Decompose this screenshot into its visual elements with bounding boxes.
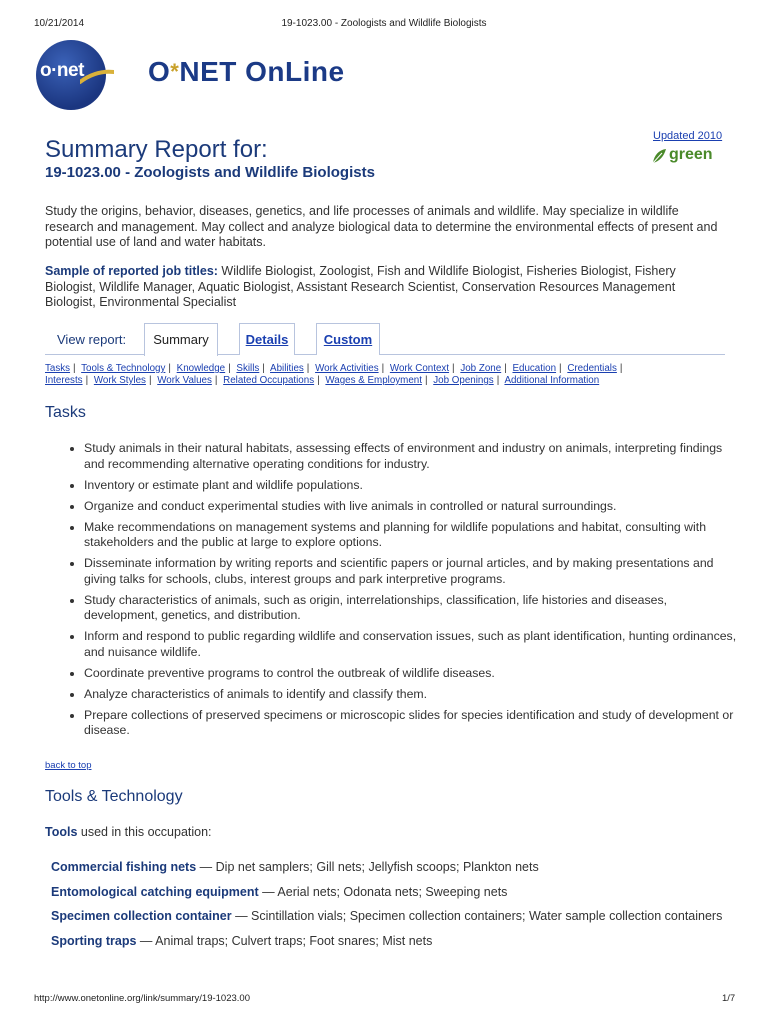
footer-page-number: 1/7 xyxy=(722,993,736,1004)
tools-intro xyxy=(45,825,212,839)
task-item: • Make recommendations on management systems and planning for wildlife populations and habitat, consulting with stakeholders and the public at large to explore options. xyxy=(84,520,744,551)
task-item: • Study characteristics of animals, such as origin, interrelationships, classification, life histories and diseases, development, genetics, and distribution. xyxy=(84,593,744,624)
tools-intro-label: Tools xyxy=(45,825,78,839)
nav-link-wages-employment[interactable]: Wages & Employment xyxy=(325,375,422,386)
tool-examples: — Dip net samplers; Gill nets; Jellyfish scoops; Plankton nets xyxy=(196,860,539,874)
nav-link-work-values[interactable]: Work Values xyxy=(157,375,212,386)
onet-logo[interactable] xyxy=(36,40,376,112)
view-report-tabs xyxy=(45,322,725,355)
nav-link-job-openings[interactable]: Job Openings xyxy=(433,375,494,386)
footer-url: http://www.onetonline.org/link/summary/19-1023.00 xyxy=(34,993,250,1004)
brand-rest: NET OnLine xyxy=(179,56,345,87)
sample-job-titles xyxy=(45,264,725,311)
occupation-description: Study the origins, behavior, diseases, genetics, and life processes of animals and wildlife. May specialize in wildlife research and management. May collect and analyze biological data to determine the environmental effects of present and potential use of land and water habitats. xyxy=(45,204,718,249)
nav-link-tools-technology[interactable]: Tools & Technology xyxy=(81,363,166,374)
task-item: • Prepare collections of preserved specimens or microscopic slides for species identification and study of development or disease. xyxy=(84,708,744,739)
sample-titles-value: Wildlife Biologist, Zoologist, Fish and Wildlife Biologist, Fisheries Biologist, Fishery Biologist, Wildlife Manager, Aquatic Biologist, Assistant Research Scientist, Conservation Resources Management Biologist, Environmental Specialist xyxy=(45,264,676,309)
logo-swoosh-icon xyxy=(80,68,114,86)
tool-item xyxy=(51,909,731,925)
nav-link-knowledge[interactable]: Knowledge xyxy=(176,363,226,374)
sample-titles-label: Sample of reported job titles: xyxy=(45,264,218,278)
task-item: • Study animals in their natural habitats, assessing effects of environment and industry on animals, interpreting findings and recommending alternative operating conditions for industry. xyxy=(84,441,744,472)
tool-item xyxy=(51,860,731,876)
tab-summary[interactable]: Summary xyxy=(144,323,218,356)
tool-examples: — Animal traps; Culvert traps; Foot snares; Mist nets xyxy=(136,933,433,948)
tool-name: Entomological catching equipment xyxy=(51,884,259,899)
tool-item xyxy=(51,934,731,950)
task-item: • Disseminate information by writing reports and scientific papers or journal articles, and by making presentations and giving talks for schools, clubs, interest groups and park interpretive programs. xyxy=(84,556,744,587)
nav-link-work-activities[interactable]: Work Activities xyxy=(315,363,379,374)
view-report-label: View report: xyxy=(57,332,127,347)
tools-intro-rest: used in this occupation: xyxy=(77,825,212,839)
tab-details[interactable]: Details xyxy=(239,323,295,355)
task-item: • Inventory or estimate plant and wildlife populations. xyxy=(84,478,744,494)
tools-heading: Tools & Technology xyxy=(45,788,183,805)
task-item: • Organize and conduct experimental studies with live animals in controlled or natural surroundings. xyxy=(84,499,744,515)
nav-link-tasks[interactable]: Tasks xyxy=(45,363,71,374)
tool-examples: — Aerial nets; Odonata nets; Sweeping nets xyxy=(258,884,508,899)
green-label: green xyxy=(669,146,713,163)
updated-link[interactable]: Updated 2010 xyxy=(653,130,723,142)
tool-name: Commercial fishing nets xyxy=(51,860,197,874)
tasks-list xyxy=(66,441,744,744)
back-to-top-link[interactable]: back to top xyxy=(45,760,92,771)
leaf-icon xyxy=(651,148,667,164)
tool-name: Specimen collection container xyxy=(51,909,232,923)
nav-link-credentials[interactable]: Credentials xyxy=(567,363,617,374)
tool-name: Sporting traps xyxy=(51,933,137,948)
nav-link-abilities[interactable]: Abilities xyxy=(270,363,304,374)
nav-link-related-occupations[interactable]: Related Occupations xyxy=(223,375,315,386)
nav-link-job-zone[interactable]: Job Zone xyxy=(460,363,502,374)
tab-custom[interactable]: Custom xyxy=(316,323,380,355)
nav-link-work-context[interactable]: Work Context xyxy=(389,363,450,374)
tool-examples: — Scintillation vials; Specimen collection containers; Water sample collection containers xyxy=(231,909,723,923)
occupation-title: 19-1023.00 - Zoologists and Wildlife Biologists xyxy=(45,164,375,181)
section-nav: Tasks | Tools & Technology | Knowledge | Skills | Abilities | Work Activities | Work Context | Job Zone | Education | Credentials | Interests | Work Styles | Work Values | Related Occupations | Wages & Employment | Job Openings | Additional Information xyxy=(45,363,623,386)
nav-link-interests[interactable]: Interests xyxy=(45,375,83,386)
nav-link-education[interactable]: Education xyxy=(512,363,557,374)
task-item: • Analyze characteristics of animals to identify and classify them. xyxy=(84,687,744,703)
tool-item xyxy=(51,885,731,901)
tools-list xyxy=(51,860,731,958)
task-item: • Inform and respond to public regarding wildlife and conservation issues, such as plant identification, hunting ordinances, and nuisance wildlife. xyxy=(84,629,744,660)
brand-title xyxy=(148,56,345,88)
brand-o: O xyxy=(148,56,171,87)
print-title: 19-1023.00 - Zoologists and Wildlife Biologists xyxy=(281,18,487,29)
nav-link-work-styles[interactable]: Work Styles xyxy=(93,375,146,386)
green-badge[interactable] xyxy=(651,146,721,166)
print-date: 10/21/2014 xyxy=(34,18,85,29)
task-item: • Coordinate preventive programs to control the outbreak of wildlife diseases. xyxy=(84,666,744,682)
brand-star: * xyxy=(170,59,180,84)
nav-link-skills[interactable]: Skills xyxy=(236,363,260,374)
nav-link-additional-information[interactable]: Additional Information xyxy=(504,375,600,386)
onet-logo-small-text: o·net xyxy=(40,60,84,81)
page-title: Summary Report for: xyxy=(45,136,268,163)
tasks-heading: Tasks xyxy=(45,404,86,421)
